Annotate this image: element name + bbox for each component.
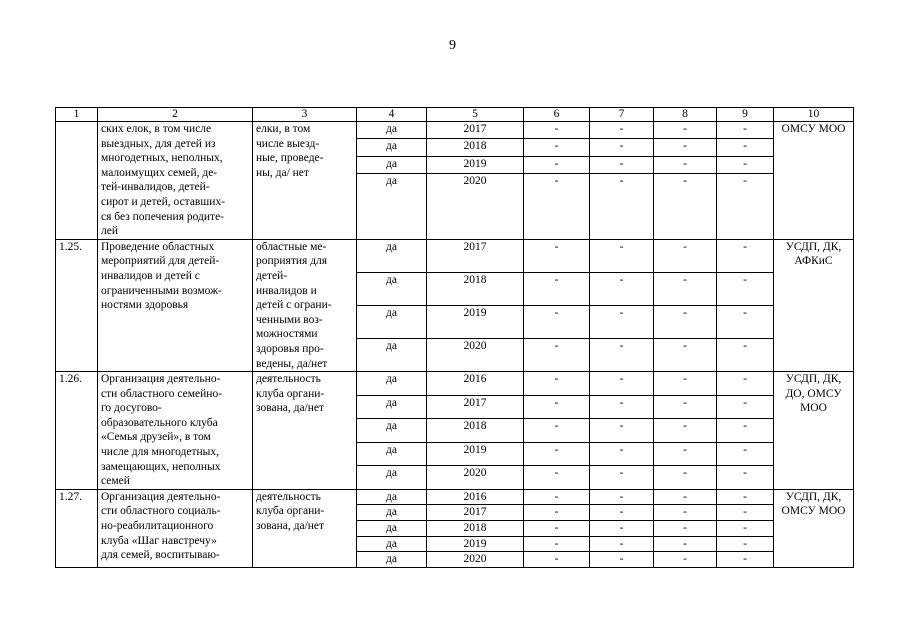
amount-cell: - [717,139,774,156]
column-number: 3 [253,108,357,122]
amount-cell: - [654,395,717,419]
year-cell: 2017 [427,395,524,419]
value-cell: да [357,521,427,537]
value-cell: да [357,174,427,240]
amount-cell: - [590,122,654,139]
amount-cell: - [590,156,654,173]
amount-cell: - [590,272,654,305]
amount-cell: - [654,466,717,490]
amount-cell: - [717,239,774,272]
amount-cell: - [590,466,654,490]
amount-cell: - [654,372,717,396]
amount-cell: - [524,174,590,240]
year-cell: 2020 [427,174,524,240]
amount-cell: - [524,139,590,156]
amount-cell: - [524,305,590,338]
amount-cell: - [524,395,590,419]
year-cell: 2019 [427,442,524,466]
amount-cell: - [654,442,717,466]
column-number: 7 [590,108,654,122]
amount-cell: - [590,139,654,156]
amount-cell: - [590,174,654,240]
year-cell: 2020 [427,338,524,371]
amount-cell: - [717,521,774,537]
amount-cell: - [717,174,774,240]
amount-cell: - [717,419,774,443]
amount-cell: - [717,338,774,371]
amount-cell: - [524,521,590,537]
amount-cell: - [524,489,590,505]
amount-cell: - [654,122,717,139]
amount-cell: - [590,505,654,521]
measure-row [56,122,854,139]
amount-cell: - [717,442,774,466]
amount-cell: - [654,489,717,505]
measure-number: 1.27. [56,489,98,567]
measure-description: ских елок, в том числе выездных, для детей из многодетных, неполных, малоимущих семей, де- тей-инвалидов, детей- сирот и детей, оставших- ся без попечения родите- лей [98,122,253,240]
table-body [56,108,854,568]
measure-indicator: деятельность клуба органи- зована, да/нет [253,489,357,567]
year-cell: 2018 [427,419,524,443]
value-cell: да [357,272,427,305]
amount-cell: - [590,419,654,443]
value-cell: да [357,156,427,173]
value-cell: да [357,338,427,371]
amount-cell: - [590,338,654,371]
amount-cell: - [590,536,654,552]
amount-cell: - [524,239,590,272]
amount-cell: - [654,156,717,173]
amount-cell: - [654,552,717,568]
measure-row [56,489,854,505]
value-cell: да [357,239,427,272]
value-cell: да [357,419,427,443]
value-cell: да [357,489,427,505]
amount-cell: - [590,239,654,272]
amount-cell: - [590,552,654,568]
amount-cell: - [524,372,590,396]
column-number: 6 [524,108,590,122]
amount-cell: - [717,305,774,338]
amount-cell: - [524,536,590,552]
amount-cell: - [654,505,717,521]
measure-indicator: деятельность клуба органи- зована, да/нет [253,372,357,490]
amount-cell: - [717,466,774,490]
amount-cell: - [717,372,774,396]
responsible-executors: ОМСУ МОО [774,122,854,240]
amount-cell: - [654,338,717,371]
measure-number: 1.26. [56,372,98,490]
year-cell: 2017 [427,505,524,521]
measure-indicator: елки, в том числе выезд- ные, проведе- ны, да/ нет [253,122,357,240]
amount-cell: - [590,395,654,419]
amount-cell: - [590,489,654,505]
measure-number [56,122,98,240]
value-cell: да [357,122,427,139]
amount-cell: - [717,395,774,419]
value-cell: да [357,372,427,396]
amount-cell: - [654,239,717,272]
measures-table [55,107,854,568]
year-cell: 2017 [427,239,524,272]
measure-row [56,372,854,396]
amount-cell: - [717,489,774,505]
measure-row [56,239,854,272]
year-cell: 2018 [427,272,524,305]
amount-cell: - [717,552,774,568]
amount-cell: - [590,521,654,537]
value-cell: да [357,536,427,552]
value-cell: да [357,139,427,156]
measure-description: Организация деятельно- сти областного социаль- но-реабилитационного клуба «Шаг навстречу» для семей, воспитываю- [98,489,253,567]
amount-cell: - [524,419,590,443]
year-cell: 2018 [427,139,524,156]
measure-description: Проведение областных мероприятий для детей- инвалидов и детей с ограниченными возмож- ностями здоровья [98,239,253,371]
amount-cell: - [717,122,774,139]
amount-cell: - [524,442,590,466]
year-cell: 2020 [427,466,524,490]
amount-cell: - [524,272,590,305]
amount-cell: - [524,466,590,490]
column-number: 5 [427,108,524,122]
amount-cell: - [590,305,654,338]
amount-cell: - [590,442,654,466]
column-number: 4 [357,108,427,122]
column-number: 9 [717,108,774,122]
amount-cell: - [524,122,590,139]
amount-cell: - [654,174,717,240]
column-number-row [56,108,854,122]
amount-cell: - [654,139,717,156]
measure-number: 1.25. [56,239,98,371]
amount-cell: - [654,305,717,338]
amount-cell: - [654,536,717,552]
value-cell: да [357,466,427,490]
year-cell: 2020 [427,552,524,568]
year-cell: 2017 [427,122,524,139]
value-cell: да [357,442,427,466]
year-cell: 2018 [427,521,524,537]
amount-cell: - [524,156,590,173]
column-number: 8 [654,108,717,122]
amount-cell: - [524,505,590,521]
value-cell: да [357,395,427,419]
responsible-executors: УСДП, ДК, АФКиС [774,239,854,371]
year-cell: 2016 [427,372,524,396]
column-number: 1 [56,108,98,122]
year-cell: 2019 [427,156,524,173]
column-number: 10 [774,108,854,122]
year-cell: 2016 [427,489,524,505]
amount-cell: - [654,272,717,305]
amount-cell: - [654,521,717,537]
amount-cell: - [717,156,774,173]
value-cell: да [357,552,427,568]
value-cell: да [357,305,427,338]
value-cell: да [357,505,427,521]
year-cell: 2019 [427,536,524,552]
amount-cell: - [654,419,717,443]
responsible-executors: УСДП, ДК, ДО, ОМСУ МОО [774,372,854,490]
page-number: 9 [449,38,456,53]
measure-indicator: областные ме- роприятия для детей- инвалидов и детей с ограни- ченными воз- можностями здоровья про- ведены, да/нет [253,239,357,371]
responsible-executors: УСДП, ДК, ОМСУ МОО [774,489,854,567]
amount-cell: - [590,372,654,396]
amount-cell: - [524,338,590,371]
amount-cell: - [717,272,774,305]
amount-cell: - [717,505,774,521]
amount-cell: - [524,552,590,568]
amount-cell: - [717,536,774,552]
column-number: 2 [98,108,253,122]
year-cell: 2019 [427,305,524,338]
measure-description: Организация деятельно- сти областного семейно- го досугово- образовательного клуба «Семья друзей», в том числе для многодетных, замещающих, неполных семей [98,372,253,490]
